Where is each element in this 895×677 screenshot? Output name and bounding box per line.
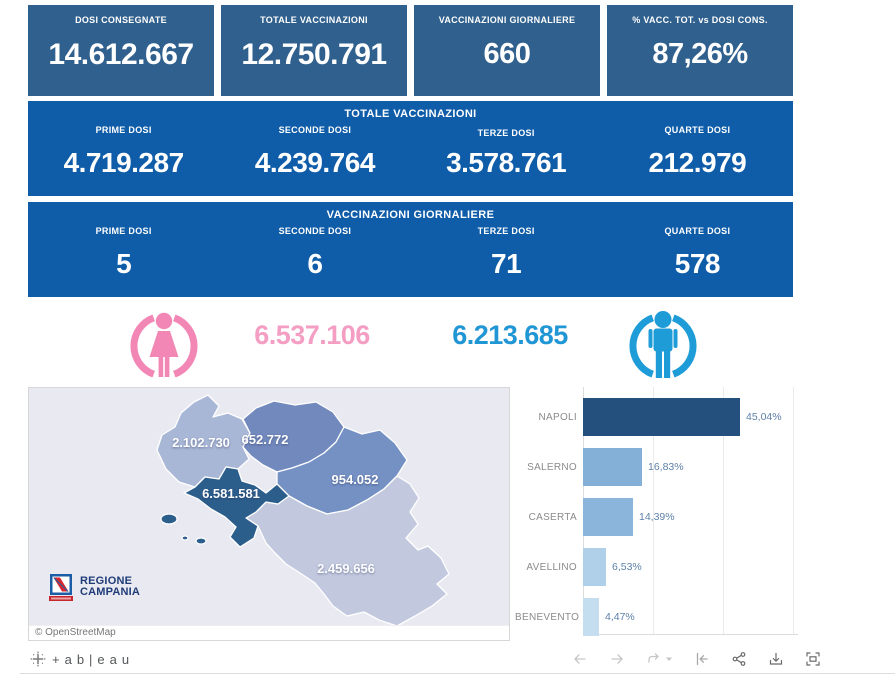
bar-value-label: 16,83% [648,461,684,473]
kpi-value: 12.750.791 [241,38,387,71]
bar-row-salerno [515,442,895,492]
toolbar-icons [572,651,821,667]
totale-terze-dosi[interactable] [411,125,602,179]
back-icon[interactable] [572,651,588,667]
kpi-label: VACCINAZIONI GIORNALIERE [438,15,576,25]
col-label: SECONDE DOSI [278,226,352,236]
tableau-logo-icon [30,651,46,667]
download-icon[interactable] [768,651,784,667]
vaccinazioni-giornaliere-band [28,202,793,297]
band-title: TOTALE VACCINAZIONI [344,108,477,120]
replay-icon[interactable] [646,651,662,667]
map-label-benevento: 652.772 [241,432,289,447]
kpi-value: 87,26% [652,38,748,70]
bar-benevento[interactable] [583,598,599,636]
col-value: 71 [491,248,522,279]
gender-row [28,297,793,385]
male-icon[interactable] [623,300,703,384]
col-value: 4.719.287 [63,147,184,178]
map-label-napoli: 6.581.581 [202,486,260,501]
kpi-value: 14.612.667 [48,38,194,71]
forward-icon[interactable] [609,651,625,667]
bar-category-label: SALERNO [527,461,577,473]
giornaliere-prime-dosi[interactable] [28,226,219,280]
col-value: 3.578.761 [446,147,567,178]
col-label: PRIME DOSI [95,226,152,236]
bar-value-label: 6,53% [612,561,642,573]
fullscreen-icon[interactable] [805,651,821,667]
col-value: 5 [116,248,132,279]
openstreetmap-attribution[interactable]: © OpenStreetMap [29,625,509,640]
campania-map-panel [28,387,510,641]
male-total: 6.213.685 [452,320,568,350]
giornaliere-quarte-dosi[interactable] [602,226,793,280]
female-icon[interactable] [124,300,204,384]
map-island-capri[interactable] [196,538,206,544]
tableau-logo-link[interactable] [30,651,134,667]
female-total: 6.537.106 [254,320,370,350]
kpi-totale-vaccinazioni[interactable] [221,5,407,96]
col-value: 4.239.764 [254,147,375,178]
tableau-toolbar [20,646,895,674]
kpi-value: 660 [483,38,531,70]
col-value: 212.979 [648,147,747,178]
bar-category-label: NAPOLI [538,411,577,423]
map-island-ischia[interactable] [161,514,177,524]
dashboard-body [28,5,793,385]
col-value: 578 [674,248,720,279]
bar-value-label: 45,04% [746,411,782,423]
col-label: TERZE DOSI [477,128,535,138]
kpi-vaccinazioni-giornaliere[interactable] [414,5,600,96]
regione-campania-logo [49,573,140,603]
totale-prime-dosi[interactable] [28,125,219,179]
province-bar-chart [515,387,895,641]
share-icon[interactable] [731,651,747,667]
kpi-label: % VACC. TOT. vs DOSI CONS. [632,15,768,25]
bar-napoli[interactable] [583,398,740,436]
col-value: 6 [307,248,323,279]
totale-seconde-dosi[interactable] [219,125,410,179]
col-label: TERZE DOSI [477,226,535,236]
replay-caret-icon[interactable] [665,655,673,663]
map-label-caserta: 2.102.730 [172,435,230,450]
bar-value-label: 4,47% [605,611,635,623]
kpi-row [28,5,793,96]
band-title: VACCINAZIONI GIORNALIERE [326,209,495,221]
map-label-salerno: 2.459.656 [317,561,375,576]
regione-campania-text: REGIONE CAMPANIA [80,575,141,598]
bar-row-napoli [515,392,895,442]
totale-quarte-dosi[interactable] [602,125,793,179]
map-label-avellino: 954.052 [331,472,379,487]
totale-vaccinazioni-band [28,101,793,196]
bar-row-benevento [515,592,895,642]
bar-category-label: CASERTA [528,511,577,523]
col-label: PRIME DOSI [95,125,152,135]
bar-value-label: 14,39% [639,511,675,523]
kpi-percent-vacc-vs-dosi[interactable] [607,5,793,96]
tableau-wordmark: +ab|eau [52,651,135,667]
bar-row-caserta [515,492,895,542]
bar-category-label: AVELLINO [526,561,577,573]
bar-category-label: BENEVENTO [515,611,580,623]
col-label: QUARTE DOSI [664,125,731,135]
map-island-procida[interactable] [182,536,188,540]
regione-campania-mark [49,573,75,603]
kpi-dosi-consegnate[interactable] [28,5,214,96]
bar-caserta[interactable] [583,498,633,536]
bar-avellino[interactable] [583,548,606,586]
col-label: SECONDE DOSI [278,125,352,135]
giornaliere-seconde-dosi[interactable] [219,226,410,280]
kpi-label: TOTALE VACCINAZIONI [260,15,368,25]
col-label: QUARTE DOSI [664,226,731,236]
kpi-label: DOSI CONSEGNATE [75,15,167,25]
reset-icon[interactable] [694,651,710,667]
giornaliere-terze-dosi[interactable] [411,226,602,280]
bar-salerno[interactable] [583,448,642,486]
bar-row-avellino [515,542,895,592]
